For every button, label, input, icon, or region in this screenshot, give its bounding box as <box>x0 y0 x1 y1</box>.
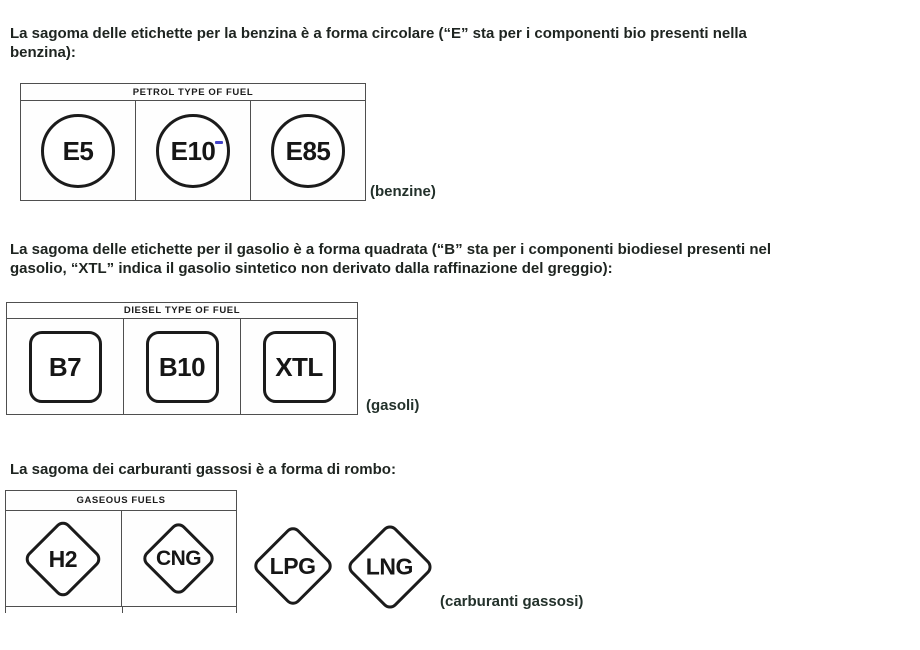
gaseous-table-tick-left <box>5 607 6 613</box>
diesel-table-body <box>7 319 357 414</box>
e85-text: E85 <box>285 135 331 166</box>
b7-text: B7 <box>48 351 82 382</box>
diesel-cell-b10 <box>123 319 240 414</box>
cng-diamond-label <box>140 520 218 598</box>
lpg-text: LPG <box>270 552 316 579</box>
e85-circle-label <box>271 114 345 188</box>
xtl-square-label <box>263 331 336 403</box>
e5-text: E5 <box>62 135 94 166</box>
gaseous-cell-cng <box>121 511 237 606</box>
petrol-label-table <box>20 83 366 201</box>
petrol-paragraph-line1: La sagoma delle etichette per la benzina è a forma circolare (“E” sta per i componenti bio presenti nella <box>10 25 747 42</box>
gaseous-table-header: GASEOUS FUELS <box>6 491 236 511</box>
lng-text: LNG <box>366 553 414 580</box>
petrol-paragraph <box>10 24 747 62</box>
lpg-diamond-label <box>251 524 336 609</box>
lng-diamond-label <box>345 522 436 613</box>
gaseous-cell-h2 <box>6 511 121 606</box>
petrol-table-body <box>21 101 365 200</box>
petrol-cell-e10 <box>135 101 250 200</box>
gaseous-table-body <box>6 511 236 606</box>
b10-text: B10 <box>158 351 206 382</box>
diesel-paragraph-line2: gasolio, “XTL” indica il gasolio sintetico non derivato dalla raffinazione del greggio): <box>10 260 613 277</box>
e10-text: E10 <box>170 135 216 166</box>
gaseous-paragraph-line1: La sagoma dei carburanti gassosi è a forma di rombo: <box>10 461 396 478</box>
petrol-cell-e5 <box>21 101 135 200</box>
diesel-cell-xtl <box>240 319 357 414</box>
xtl-text: XTL <box>275 351 323 382</box>
gaseous-table-tick-right <box>236 607 237 613</box>
lpg-diamond-wrapper <box>263 536 323 596</box>
petrol-paragraph-line2: benzina): <box>10 44 76 61</box>
diesel-paragraph <box>10 240 771 278</box>
cng-text: CNG <box>156 546 202 570</box>
h2-text: H2 <box>49 545 78 571</box>
gaseous-paragraph <box>10 460 396 479</box>
b10-square-label <box>146 331 219 403</box>
e10-circle-label <box>156 114 230 188</box>
gaseous-label-table <box>5 490 237 607</box>
blue-dash-artifact <box>215 141 223 144</box>
diesel-paragraph-line1: La sagoma delle etichette per il gasolio è a forma quadrata (“B” sta per i componenti biodiesel presenti nel <box>10 241 772 258</box>
h2-diamond-label <box>22 517 104 599</box>
e5-circle-label <box>41 114 115 188</box>
petrol-table-header: PETROL TYPE OF FUEL <box>21 84 365 101</box>
gaseous-table-tick-middle <box>122 607 123 613</box>
diesel-label-table <box>6 302 358 415</box>
diesel-table-header: DIESEL TYPE OF FUEL <box>7 303 357 319</box>
petrol-cell-e85 <box>250 101 365 200</box>
diesel-cell-b7 <box>7 319 123 414</box>
petrol-caption: (benzine) <box>370 183 436 200</box>
b7-square-label <box>29 331 102 403</box>
gaseous-caption: (carburanti gassosi) <box>440 593 584 610</box>
lng-diamond-wrapper <box>358 535 422 599</box>
diesel-caption: (gasoli) <box>366 397 420 414</box>
